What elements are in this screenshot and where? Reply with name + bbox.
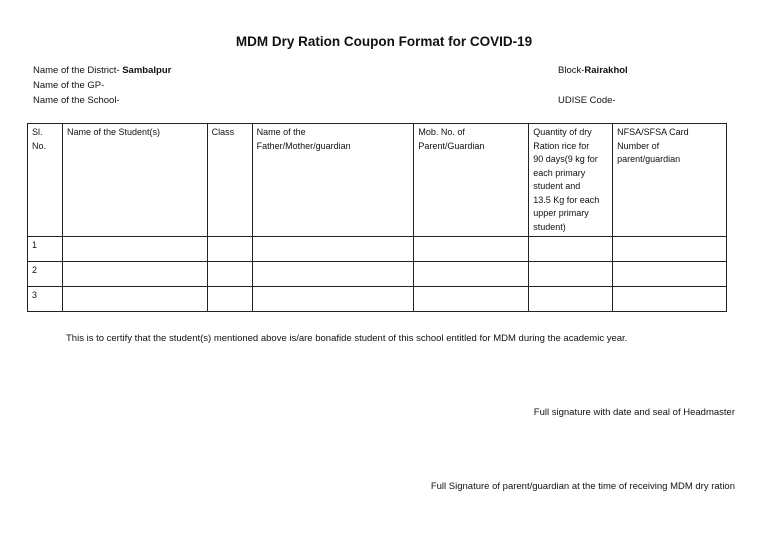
cell-student-name[interactable] [62, 237, 207, 262]
cell-guardian-name[interactable] [252, 287, 414, 312]
table-row [28, 262, 727, 287]
header-guardian-name: Name of the Father/Mother/guardian [252, 124, 414, 237]
district-value: Sambalpur [122, 65, 172, 76]
cell-mobile[interactable] [414, 262, 529, 287]
cell-class[interactable] [207, 287, 252, 312]
udise-label: UDISE Code- [558, 95, 616, 106]
cell-mobile[interactable] [414, 237, 529, 262]
header-class: Class [207, 124, 252, 237]
cell-class[interactable] [207, 262, 252, 287]
cell-ration-quantity[interactable] [529, 287, 613, 312]
row-number: 2 [28, 262, 63, 287]
guardian-signature-label: Full Signature of parent/guardian at the time of receiving MDM dry ration [430, 481, 735, 492]
table-row [28, 287, 727, 312]
gp-label: Name of the GP- [33, 80, 105, 91]
headmaster-signature-label: Full signature with date and seal of Headmaster [533, 407, 735, 418]
block-value: Rairakhol [584, 65, 628, 76]
table-header-row [28, 124, 727, 237]
row-number: 1 [28, 237, 63, 262]
header-student-name: Name of the Student(s) [62, 124, 207, 237]
cell-student-name[interactable] [62, 262, 207, 287]
cell-student-name[interactable] [62, 287, 207, 312]
cell-ration-quantity[interactable] [529, 237, 613, 262]
block-line [558, 65, 628, 76]
header-sl-no: Sl. No. [28, 124, 63, 237]
cell-card-number[interactable] [613, 287, 727, 312]
cell-guardian-name[interactable] [252, 262, 414, 287]
cell-ration-quantity[interactable] [529, 262, 613, 287]
certification-text: This is to certify that the student(s) mentioned above is/are bonafide student of this school entitled for MDM during the academic year. [66, 333, 628, 344]
cell-card-number[interactable] [613, 237, 727, 262]
coupon-table [27, 123, 727, 312]
header-card-number: NFSA/SFSA Card Number of parent/guardian [613, 124, 727, 237]
cell-mobile[interactable] [414, 287, 529, 312]
row-number: 3 [28, 287, 63, 312]
district-label: Name of the District- [33, 65, 120, 76]
cell-class[interactable] [207, 237, 252, 262]
school-label: Name of the School- [33, 95, 120, 106]
block-label: Block- [558, 65, 585, 76]
page-title: MDM Dry Ration Coupon Format for COVID-19 [235, 34, 533, 49]
header-mobile: Mob. No. of Parent/Guardian [414, 124, 529, 237]
table-row [28, 237, 727, 262]
district-line [33, 65, 171, 76]
header-ration-quantity: Quantity of dry Ration rice for 90 days(9 kg for each primary student and 13.5 Kg for each upper primary student) [529, 124, 613, 237]
cell-card-number[interactable] [613, 262, 727, 287]
cell-guardian-name[interactable] [252, 237, 414, 262]
